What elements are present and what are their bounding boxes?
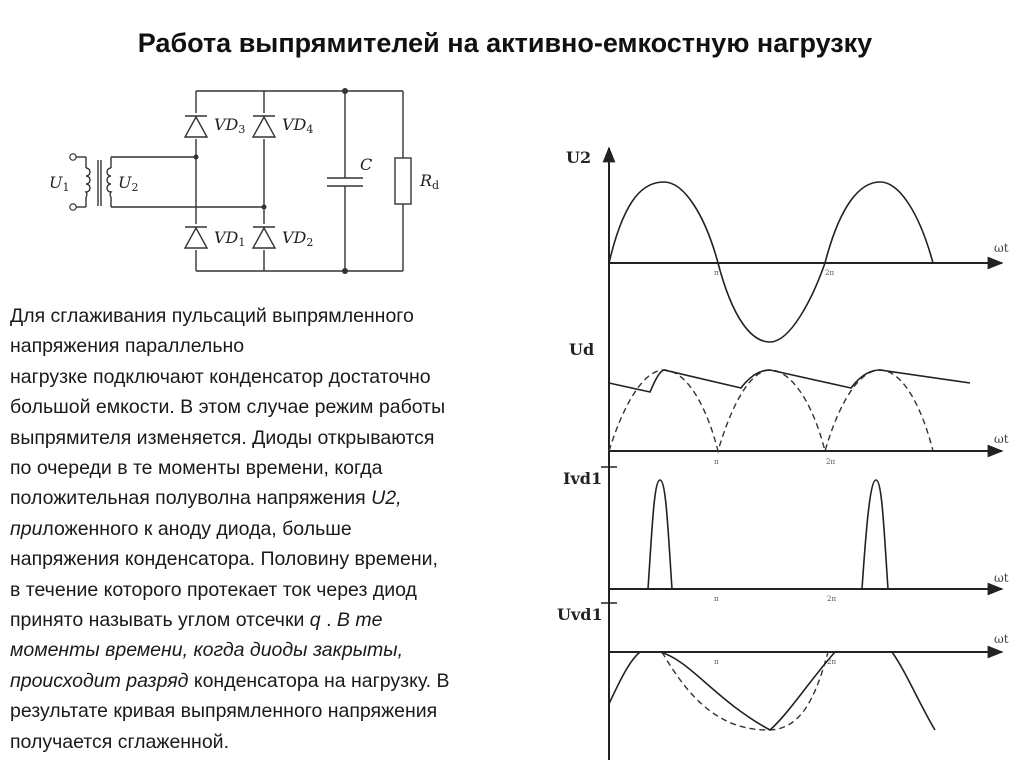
ivd1-graph bbox=[563, 469, 1009, 603]
svg-text:VD1 bbox=[214, 228, 245, 249]
paragraph-line bbox=[10, 666, 550, 696]
ivd1-pi-tick: π bbox=[714, 595, 719, 603]
paragraph-line: большой емкости. В этом случае режим работы bbox=[10, 396, 446, 419]
paragraph-line: результате кривая выпрямленного напряжения bbox=[10, 700, 438, 723]
u2-graph bbox=[566, 148, 1009, 342]
ud-pi-tick: π bbox=[714, 458, 719, 466]
u1-label: U bbox=[49, 173, 63, 192]
svg-text:U2 bbox=[118, 173, 138, 194]
page-title: Работа выпрямителей на активно-емкостную нагрузку bbox=[137, 28, 873, 58]
text-segment: положительная полуволна напряжения bbox=[10, 487, 372, 510]
paragraph-line bbox=[10, 605, 550, 635]
ud-rectified-dashed-curve bbox=[609, 370, 933, 451]
svg-text:Rd bbox=[419, 171, 439, 192]
paragraph-line: выпрямителя изменяется. Диоды открываются bbox=[10, 426, 435, 449]
u2-omega-t-label: ωt bbox=[994, 241, 1009, 255]
paragraph-line bbox=[10, 514, 550, 544]
text-segment-italic: q bbox=[309, 609, 321, 632]
text-segment: конденсатора на нагрузку. В bbox=[188, 669, 450, 692]
u1-subscript: 1 bbox=[62, 181, 70, 194]
paragraph-line: по очереди в те моменты времени, когда bbox=[10, 457, 383, 480]
resistor-label: R bbox=[420, 171, 433, 190]
text-segment: ложенного к аноду диода, больше bbox=[42, 517, 352, 540]
ivd1-omega-t-label: ωt bbox=[994, 571, 1009, 585]
uvd1-graph bbox=[557, 605, 1009, 730]
svg-text:U1 bbox=[49, 173, 69, 194]
text-segment: . bbox=[320, 609, 337, 632]
paragraph-line: нагрузке подключают конденсатор достаточно bbox=[10, 365, 431, 388]
resistor-subscript: d bbox=[432, 179, 440, 192]
u2-label: U bbox=[118, 173, 132, 192]
vd2-label: VD bbox=[282, 228, 307, 247]
text-segment-italic: В те bbox=[336, 609, 383, 632]
paragraph-line: Для сглаживания пульсаций выпрямленного bbox=[10, 305, 414, 327]
ud-omega-t-label: ωt bbox=[994, 432, 1009, 446]
vd3-subscript: 3 bbox=[238, 123, 246, 136]
uvd1-voltage-curve bbox=[609, 652, 935, 730]
svg-text:VD3 bbox=[214, 115, 245, 136]
ivd1-current-pulses bbox=[609, 480, 990, 589]
ud-graph bbox=[569, 340, 1009, 466]
vd2-subscript: 2 bbox=[306, 236, 314, 249]
uvd1-2pi-tick: 2π bbox=[827, 658, 837, 666]
vd1-label: VD bbox=[214, 228, 239, 247]
ud-smoothed-curve bbox=[609, 370, 970, 392]
ud-2pi-tick: 2π bbox=[826, 458, 836, 466]
vd1-subscript: 1 bbox=[238, 236, 246, 249]
paragraph-line: в течение которого протекает ток через диод bbox=[10, 578, 417, 601]
text-segment-italic: происходит разряд bbox=[10, 669, 189, 692]
ivd1-graph-label: Ivd1 bbox=[563, 469, 603, 488]
uvd1-pi-tick: π bbox=[714, 658, 719, 666]
svg-text:VD4 bbox=[282, 115, 313, 136]
u2-subscript: 2 bbox=[131, 181, 139, 194]
uvd1-graph-label: Uvd1 bbox=[557, 605, 603, 624]
uvd1-omega-t-label: ωt bbox=[994, 632, 1009, 646]
vd3-label: VD bbox=[214, 115, 239, 134]
description-paragraph bbox=[10, 301, 550, 757]
waveform-graphs bbox=[540, 140, 1024, 767]
vd4-label: VD bbox=[282, 115, 307, 134]
text-segment-italic: при bbox=[10, 517, 43, 540]
ud-graph-label: Ud bbox=[569, 340, 595, 359]
u2-pi-tick: π bbox=[714, 269, 719, 277]
vd4-subscript: 4 bbox=[306, 123, 314, 136]
paragraph-line: напряжения параллельно bbox=[10, 335, 245, 358]
u2-graph-label: U2 bbox=[566, 148, 592, 167]
paragraph-line: получается сглаженной. bbox=[10, 730, 229, 753]
capacitor-label: C bbox=[360, 155, 373, 174]
u2-2pi-tick: 2π bbox=[825, 269, 835, 277]
paragraph-line bbox=[10, 483, 550, 513]
ivd1-2pi-tick: 2π bbox=[827, 595, 837, 603]
paragraph-line: напряжения конденсатора. Половину времени, bbox=[10, 548, 438, 571]
paragraph-line: моменты времени, когда диоды закрыты, bbox=[10, 639, 404, 662]
svg-text:VD2 bbox=[282, 228, 313, 249]
text-segment: принято называть углом отсечки bbox=[10, 609, 310, 632]
text-segment-italic: U2, bbox=[371, 487, 402, 510]
bridge-rectifier-circuit bbox=[30, 80, 440, 280]
